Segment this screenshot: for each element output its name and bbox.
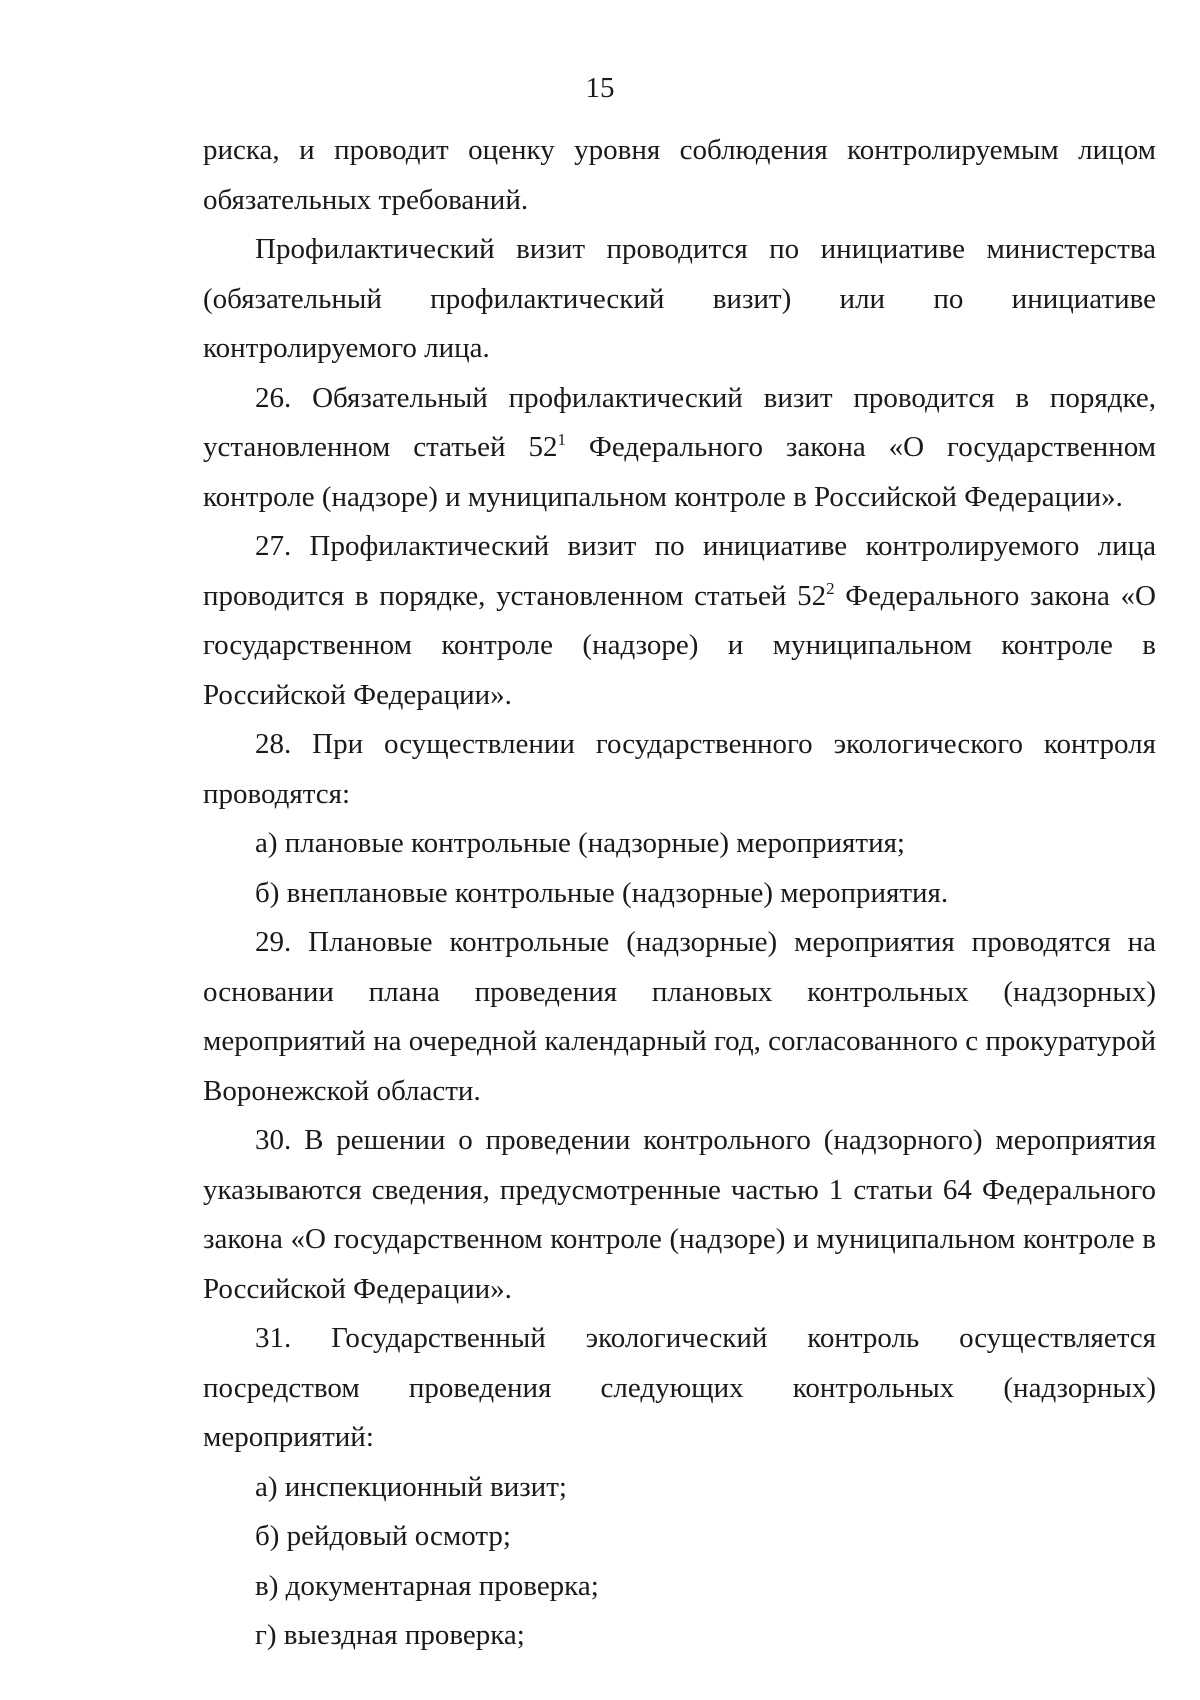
paragraph-30: 30. В решении о проведении контрольного (надзорного) мероприятия указываются сведения, предусмотренные частью 1 статьи 64 Федерального закона «О государственном контроле (надзоре) и муниципальном контроле в Российской Федерации». [203, 1124, 1156, 1305]
paragraph-28: 28. При осуществлении государственного экологического контроля проводятся: [203, 728, 1156, 810]
list-item-31d: г) выездная проверка; [255, 1619, 525, 1651]
paragraph-26 [203, 374, 1156, 523]
paragraph-27-text: 27. Профилактический визит по инициативе контролируемого лица проводится в порядке, установленном статьей 52 [203, 530, 1156, 612]
list-item-28a: а) плановые контрольные (надзорные) мероприятия; [255, 827, 905, 859]
paragraph-27 [203, 522, 1156, 720]
list-item-31b: б) рейдовый осмотр; [255, 1520, 511, 1552]
list-item-31c: в) документарная проверка; [255, 1569, 599, 1602]
paragraph-27-text-end: Федерального закона «О государственном контроле (надзоре) и муниципальном контроле в Российской Федерации». [203, 579, 1156, 711]
document-body [203, 126, 1156, 1661]
page-number: 15 [585, 72, 615, 104]
paragraph-preventive-visit: Профилактический визит проводится по инициативе министерства (обязательный профилактический визит) или по инициативе контролируемого лица. [203, 233, 1156, 364]
list-item-31a: а) инспекционный визит; [255, 1470, 567, 1503]
paragraph-26-text-end: Федерального закона «О государственном контроле (надзоре) и муниципальном контроле в Российской Федерации». [203, 431, 1156, 513]
paragraph-29: 29. Плановые контрольные (надзорные) мероприятия проводятся на основании плана проведения плановых контрольных (надзорных) мероприятий на очередной календарный год, согласованного с прокуратурой Воронежской области. [203, 926, 1156, 1107]
paragraph-continuation: риска, и проводит оценку уровня соблюдения контролируемым лицом обязательных требований. [203, 134, 1156, 216]
paragraph-31: 31. Государственный экологический контроль осуществляется посредством проведения следующих контрольных (надзорных) мероприятий: [203, 1322, 1156, 1453]
paragraph-26-superscript: 1 [557, 430, 566, 449]
paragraph-27-superscript: 2 [826, 578, 835, 598]
list-item-28b: б) внеплановые контрольные (надзорные) мероприятия. [255, 876, 949, 909]
paragraph-26-text: 26. Обязательный профилактический визит проводится в порядке, установленном статьей 52 [203, 381, 1156, 463]
